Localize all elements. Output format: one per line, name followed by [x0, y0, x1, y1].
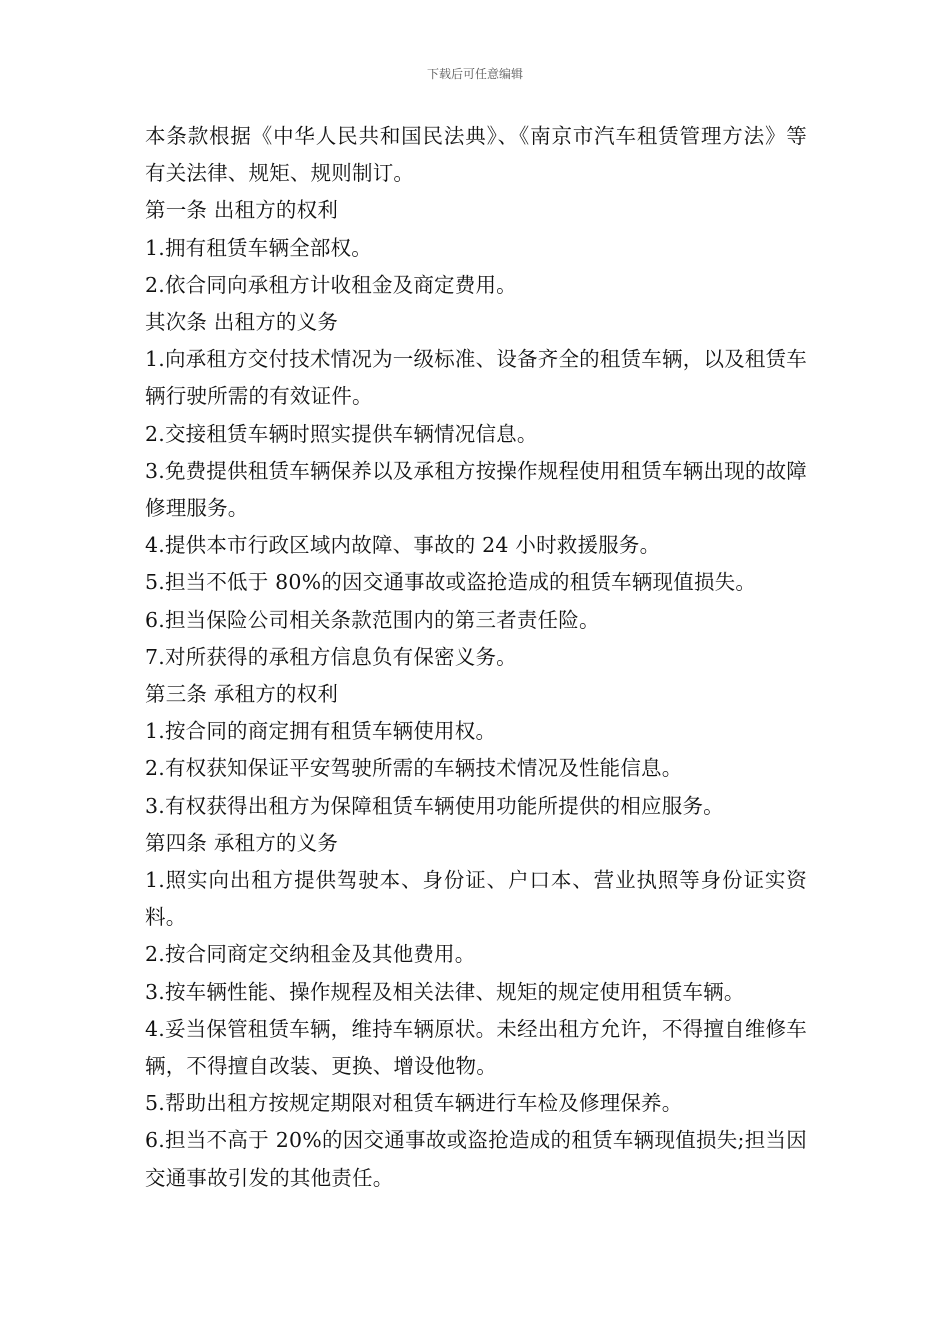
article-1-heading: 第一条 出租方的权利 [145, 198, 339, 223]
article-2-item-2: 2.交接租赁车辆时照实提供车辆情况信息。 [145, 421, 538, 446]
article-2-heading: 其次条 出租方的义务 [145, 310, 339, 335]
article-4-item-6: 6.担当不高于 20%的因交通事故或盗抢造成的租赁车辆现值损失;担当因交通事故引发的其他责任。 [145, 1128, 807, 1190]
article-4-item-2: 2.按合同商定交纳租金及其他费用。 [145, 942, 476, 967]
article-4-item-4: 4.妥当保管租赁车辆，维持车辆原状。未经出租方允许，不得擅自维修车辆，不得擅自改装、更换、增设他物。 [145, 1016, 807, 1079]
article-4-heading: 第四条 承租方的义务 [145, 830, 339, 855]
document-body [145, 118, 807, 1197]
article-4-item-5: 5.帮助出租方按规定期限对租赁车辆进行车检及修理保养。 [145, 1091, 683, 1116]
article-2-item-6: 6.担当保险公司相关条款范围内的第三者责任险。 [145, 607, 600, 632]
article-3-item-1: 1.按合同的商定拥有租赁车辆使用权。 [145, 719, 497, 744]
article-1-item-2: 2.依合同向承租方计收租金及商定费用。 [145, 272, 517, 297]
article-2-item-1: 1.向承租方交付技术情况为一级标准、设备齐全的租赁车辆，以及租赁车辆行驶所需的有效证件。 [145, 347, 807, 409]
article-2-item-3: 3.免费提供租赁车辆保养以及承租方按操作规程使用租赁车辆出现的故障修理服务。 [145, 458, 807, 521]
article-2-item-7: 7.对所获得的承租方信息负有保密义务。 [145, 644, 517, 669]
article-4-item-1: 1.照实向出租方提供驾驶本、身份证、户口本、营业执照等身份证实资料。 [145, 868, 807, 930]
article-3-item-3: 3.有权获得出租方为保障租赁车辆使用功能所提供的相应服务。 [145, 793, 724, 818]
article-2-item-5: 5.担当不低于 80%的因交通事故或盗抢造成的租赁车辆现值损失。 [145, 570, 757, 595]
article-1-item-1: 1.拥有租赁车辆全部权。 [145, 235, 372, 260]
article-3-item-2: 2.有权获知保证平安驾驶所需的车辆技术情况及性能信息。 [145, 756, 683, 781]
page-header: 下载后可任意编辑 [426, 67, 523, 81]
article-4-item-3: 3.按车辆性能、操作规程及相关法律、规矩的规定使用租赁车辆。 [145, 979, 745, 1004]
intro-paragraph: 本条款根据《中华人民共和国民法典》、《南京市汽车租赁管理方法》等有关法律、规矩、规则制订。 [145, 124, 807, 186]
article-2-item-4: 4.提供本市行政区域内故障、事故的 24 小时救援服务。 [145, 533, 661, 558]
article-3-heading: 第三条 承租方的权利 [145, 682, 339, 707]
